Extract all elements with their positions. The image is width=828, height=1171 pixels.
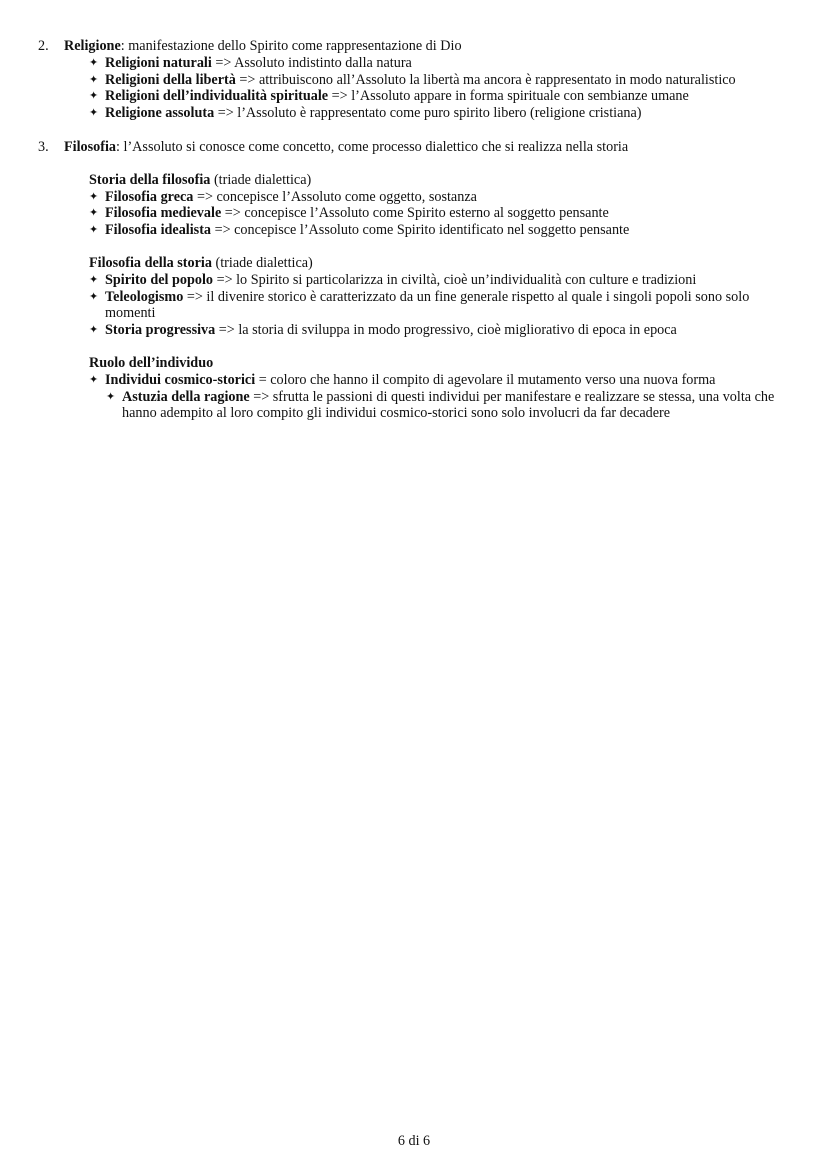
bullet-icon: ✦ bbox=[89, 89, 99, 103]
section-religione bbox=[38, 38, 808, 122]
item-text: => la storia di sviluppa in modo progressivo, cioè migliorativo di epoca in epoca bbox=[215, 322, 677, 339]
list-item bbox=[106, 388, 787, 423]
bullet-icon: ✦ bbox=[89, 372, 99, 386]
item-term: Religioni della libertà bbox=[105, 71, 236, 88]
bullet-icon: ✦ bbox=[89, 72, 99, 86]
list-item bbox=[89, 205, 808, 222]
bullet-icon: ✦ bbox=[89, 106, 99, 120]
item-term: Religioni naturali bbox=[105, 54, 212, 71]
section-filosofia bbox=[38, 139, 808, 422]
subsection-heading bbox=[89, 255, 808, 272]
item-term: Astuzia della ragione bbox=[122, 388, 250, 405]
section-title: Religione bbox=[64, 38, 121, 54]
item-text: => l’Assoluto appare in forma spirituale con sembianze umane bbox=[328, 88, 689, 105]
bullet-icon: ✦ bbox=[89, 272, 99, 286]
section-number: 2. bbox=[38, 38, 49, 54]
list-item bbox=[89, 271, 785, 289]
item-text: => sfrutta le passioni di questi individui per manifestare e realizzare se stessa, una volta che hanno adempito al loro compito gli individui cosmico-storici sono solo involucri da far decadere bbox=[122, 388, 775, 422]
item-text: => concepisce l’Assoluto come Spirito identificato nel soggetto pensante bbox=[211, 222, 630, 239]
item-term: Spirito del popolo bbox=[105, 271, 214, 288]
section-intro: : manifestazione dello Spirito come rappresentazione di Dio bbox=[120, 38, 462, 54]
list-item bbox=[89, 371, 808, 389]
subsection-note: (triade dialettica) bbox=[211, 254, 313, 271]
bullet-icon: ✦ bbox=[106, 389, 116, 403]
item-text: => concepisce l’Assoluto come Spirito esterno al soggetto pensante bbox=[221, 205, 609, 222]
bullet-icon: ✦ bbox=[89, 206, 99, 220]
item-term: Teleologismo bbox=[105, 288, 184, 305]
bullet-icon: ✦ bbox=[89, 289, 99, 303]
item-term: Filosofia greca bbox=[105, 188, 194, 205]
list-item bbox=[89, 188, 808, 206]
item-text: = coloro che hanno il compito di agevolare il mutamento verso una nuova forma bbox=[255, 371, 716, 388]
individual-role-list bbox=[89, 371, 808, 389]
item-term: Individui cosmico-storici bbox=[105, 371, 256, 388]
list-item bbox=[89, 54, 808, 72]
subsection-title: Storia della filosofia bbox=[89, 171, 211, 188]
item-text: => concepisce l’Assoluto come oggetto, sostanza bbox=[193, 188, 477, 205]
list-item bbox=[89, 322, 785, 339]
item-text: => attribuiscono all’Assoluto la libertà ma ancora è rappresentato in modo naturalistico bbox=[235, 71, 736, 88]
bullet-icon: ✦ bbox=[89, 189, 99, 203]
item-term: Filosofia idealista bbox=[105, 222, 212, 239]
item-term: Religione assoluta bbox=[105, 105, 215, 122]
item-text: => lo Spirito si particolarizza in civiltà, cioè un’individualità con culture e tradizioni bbox=[213, 271, 697, 288]
individual-role-sublist bbox=[106, 388, 787, 423]
bullet-icon: ✦ bbox=[89, 323, 99, 337]
subsection-note: (triade dialettica) bbox=[210, 171, 312, 188]
philosophy-history-list bbox=[89, 188, 808, 239]
list-item bbox=[89, 288, 785, 323]
section-number: 3. bbox=[38, 139, 49, 155]
item-term: Storia progressiva bbox=[105, 322, 216, 339]
list-item bbox=[89, 71, 808, 89]
item-term: Religioni dell’individualità spirituale bbox=[105, 88, 329, 105]
item-text: => l’Assoluto è rappresentato come puro spirito libero (religione cristiana) bbox=[214, 105, 642, 122]
history-philosophy-list bbox=[89, 271, 785, 339]
list-item bbox=[89, 222, 808, 239]
list-item bbox=[89, 105, 808, 122]
subsection-title: Ruolo dell’individuo bbox=[89, 354, 214, 371]
religion-list bbox=[89, 54, 808, 122]
subsection-title: Filosofia della storia bbox=[89, 254, 212, 271]
subsection-heading bbox=[89, 172, 808, 189]
bullet-icon: ✦ bbox=[89, 223, 99, 237]
item-term: Filosofia medievale bbox=[105, 205, 222, 222]
page-number: 6 di 6 bbox=[397, 1133, 431, 1149]
item-text: => il divenire storico è caratterizzato da un fine generale rispetto al quale i singoli popoli sono solo momenti bbox=[105, 288, 750, 322]
list-item bbox=[89, 88, 808, 105]
item-text: => Assoluto indistinto dalla natura bbox=[211, 54, 412, 71]
section-heading bbox=[64, 139, 808, 156]
subsection-heading bbox=[89, 355, 808, 372]
section-heading bbox=[64, 38, 808, 55]
section-title: Filosofia bbox=[64, 139, 117, 155]
bullet-icon: ✦ bbox=[89, 55, 99, 69]
section-intro: : l’Assoluto si conosce come concetto, come processo dialettico che si realizza nella storia bbox=[116, 139, 629, 155]
